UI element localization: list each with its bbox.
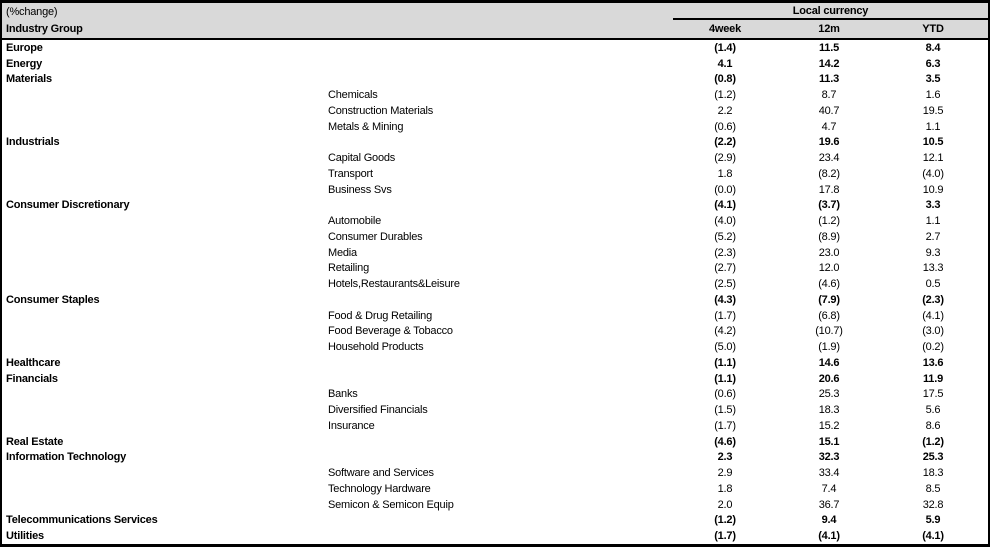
- sub-industry-label: Software and Services: [328, 467, 434, 480]
- value-cell: (4.0): [922, 167, 944, 180]
- row-spacer: [985, 150, 988, 166]
- row-spacer: [985, 324, 988, 340]
- value-cell: 1.6: [925, 89, 941, 102]
- value-cell: 23.4: [818, 152, 840, 165]
- value-cell: (3.7): [818, 199, 840, 212]
- value-cell: (1.2): [714, 514, 736, 527]
- value-cell: (1.7): [714, 309, 736, 322]
- row-spacer: [985, 56, 988, 72]
- value-cell: (0.0): [714, 183, 736, 196]
- value-cell: 15.2: [818, 419, 840, 432]
- industry-group-label: Energy: [6, 57, 43, 70]
- row-spacer: [985, 40, 988, 56]
- local-currency-group-header: [673, 3, 988, 20]
- value-cell: (3.0): [922, 325, 944, 338]
- table-row: [2, 182, 988, 198]
- sub-industry-label: Chemicals: [328, 89, 378, 102]
- row-spacer: [985, 229, 988, 245]
- sub-industry-label: Transport: [328, 167, 373, 180]
- table-row: [2, 355, 988, 371]
- value-cell: 9.3: [925, 246, 941, 259]
- value-cell: 2.2: [717, 104, 733, 117]
- value-cell: 17.8: [818, 183, 840, 196]
- industry-group-label: Financials: [6, 372, 58, 385]
- value-cell: (4.6): [818, 278, 840, 291]
- row-spacer: [985, 513, 988, 529]
- value-cell: 13.3: [922, 262, 944, 275]
- column-header-row: [2, 20, 988, 38]
- value-cell: (2.9): [714, 152, 736, 165]
- table-header: [2, 3, 988, 40]
- table-row: [2, 40, 988, 56]
- table-body: [2, 40, 988, 544]
- value-cell: 13.6: [922, 356, 944, 369]
- value-cell: 19.5: [922, 104, 944, 117]
- table-row: [2, 213, 988, 229]
- sub-industry-label: Household Products: [328, 341, 424, 354]
- table-row: [2, 87, 988, 103]
- industry-group-label: Materials: [6, 73, 52, 86]
- sub-industry-label: Banks: [328, 388, 358, 401]
- value-cell: 32.8: [922, 498, 944, 511]
- 4week-column-header: 4week: [708, 23, 742, 35]
- sub-industry-label: Automobile: [328, 215, 382, 228]
- value-cell: 17.5: [922, 388, 944, 401]
- value-cell: 10.9: [922, 183, 944, 196]
- value-cell: (1.7): [714, 530, 736, 543]
- value-cell: 11.9: [922, 372, 943, 385]
- value-cell: 33.4: [818, 467, 840, 480]
- value-cell: 10.5: [922, 136, 944, 149]
- value-cell: 25.3: [922, 451, 944, 464]
- value-cell: (4.1): [922, 309, 944, 322]
- value-cell: 3.5: [925, 73, 941, 86]
- table-row: [2, 465, 988, 481]
- sub-industry-label: Business Svs: [328, 183, 392, 196]
- value-cell: 32.3: [818, 451, 840, 464]
- value-cell: 8.5: [925, 482, 941, 495]
- row-spacer: [985, 387, 988, 403]
- value-cell: 20.6: [818, 372, 840, 385]
- row-spacer: [985, 245, 988, 261]
- ytd-column-header: YTD: [922, 23, 944, 35]
- table-row: [2, 528, 988, 544]
- row-spacer: [985, 103, 988, 119]
- value-cell: 4.1: [717, 57, 733, 70]
- industry-group-label: Healthcare: [6, 356, 61, 369]
- value-cell: (7.9): [818, 293, 840, 306]
- percent-change-label: (%change): [6, 5, 58, 18]
- industry-group-label: Consumer Staples: [6, 293, 100, 306]
- value-cell: (6.8): [818, 309, 840, 322]
- value-cell: (2.2): [714, 136, 736, 149]
- row-spacer: [985, 276, 988, 292]
- table-row: [2, 324, 988, 340]
- sub-industry-label: Consumer Durables: [328, 230, 423, 243]
- sub-industry-label: Food Beverage & Tobacco: [328, 325, 453, 338]
- row-spacer: [985, 465, 988, 481]
- value-cell: (10.7): [815, 325, 843, 338]
- value-cell: 11.3: [818, 73, 839, 86]
- industry-group-label: Information Technology: [6, 451, 127, 464]
- sub-industry-label: Diversified Financials: [328, 404, 428, 417]
- row-spacer: [985, 213, 988, 229]
- value-cell: 8.6: [925, 419, 941, 432]
- local-currency-label: Local currency: [792, 4, 869, 17]
- value-cell: (0.6): [714, 388, 736, 401]
- value-cell: 2.3: [717, 451, 733, 464]
- table-row: [2, 103, 988, 119]
- value-cell: 11.5: [818, 41, 839, 54]
- industry-group-label: Industrials: [6, 136, 60, 149]
- table-row: [2, 72, 988, 88]
- value-cell: (8.2): [818, 167, 840, 180]
- value-cell: 1.1: [925, 120, 941, 133]
- sub-industry-label: Hotels,Restaurants&Leisure: [328, 278, 460, 291]
- value-cell: (4.2): [714, 325, 736, 338]
- header-spacer: [985, 20, 988, 38]
- value-cell: (4.0): [714, 215, 736, 228]
- value-cell: (1.1): [714, 372, 736, 385]
- row-spacer: [985, 292, 988, 308]
- table-row: [2, 56, 988, 72]
- value-cell: 1.8: [717, 482, 733, 495]
- value-cell: (0.2): [922, 341, 944, 354]
- value-cell: 14.6: [818, 356, 840, 369]
- value-cell: 6.3: [925, 57, 941, 70]
- value-cell: 8.4: [925, 41, 941, 54]
- industry-group-label: Real Estate: [6, 435, 64, 448]
- sub-industry-label: Media: [328, 246, 357, 259]
- value-cell: 9.4: [821, 514, 837, 527]
- sub-industry-label: Food & Drug Retailing: [328, 309, 433, 322]
- table-row: [2, 402, 988, 418]
- table-row: [2, 245, 988, 261]
- value-cell: (1.2): [818, 215, 840, 228]
- row-spacer: [985, 402, 988, 418]
- value-cell: 2.7: [925, 230, 941, 243]
- row-spacer: [985, 371, 988, 387]
- industry-group-column-header: Industry Group: [6, 23, 83, 35]
- industry-group-label: Consumer Discretionary: [6, 199, 130, 212]
- value-cell: 18.3: [922, 467, 944, 480]
- value-cell: 7.4: [821, 482, 837, 495]
- table-row: [2, 418, 988, 434]
- industry-group-label: Telecommunications Services: [6, 514, 158, 527]
- value-cell: 4.7: [821, 120, 837, 133]
- table-row: [2, 276, 988, 292]
- row-spacer: [985, 119, 988, 135]
- row-spacer: [985, 434, 988, 450]
- value-cell: (1.2): [922, 435, 944, 448]
- sub-industry-label: Metals & Mining: [328, 120, 404, 133]
- value-cell: 14.2: [818, 57, 840, 70]
- value-cell: (1.5): [714, 404, 736, 417]
- header-top-row: [2, 3, 988, 20]
- row-spacer: [985, 87, 988, 103]
- row-spacer: [985, 182, 988, 198]
- value-cell: (5.0): [714, 341, 736, 354]
- value-cell: (5.2): [714, 230, 736, 243]
- table-row: [2, 513, 988, 529]
- table-row: [2, 135, 988, 151]
- value-cell: (4.6): [714, 435, 736, 448]
- row-spacer: [985, 198, 988, 214]
- value-cell: (4.3): [714, 293, 736, 306]
- value-cell: (1.7): [714, 419, 736, 432]
- value-cell: 5.6: [925, 404, 941, 417]
- row-spacer: [985, 339, 988, 355]
- value-cell: 25.3: [818, 388, 840, 401]
- table-row: [2, 371, 988, 387]
- value-cell: 1.1: [925, 215, 941, 228]
- value-cell: 23.0: [818, 246, 840, 259]
- value-cell: 36.7: [818, 498, 840, 511]
- table-row: [2, 229, 988, 245]
- sub-industry-label: Retailing: [328, 262, 370, 275]
- table-row: [2, 481, 988, 497]
- row-spacer: [985, 135, 988, 151]
- value-cell: (1.1): [714, 356, 736, 369]
- table-row: [2, 292, 988, 308]
- value-cell: (1.4): [714, 41, 736, 54]
- value-cell: (2.5): [714, 278, 736, 291]
- sub-industry-label: Technology Hardware: [328, 482, 431, 495]
- table-row: [2, 308, 988, 324]
- table-row: [2, 198, 988, 214]
- table-row: [2, 166, 988, 182]
- value-cell: 8.7: [821, 89, 837, 102]
- table-row: [2, 339, 988, 355]
- row-spacer: [985, 450, 988, 466]
- value-cell: 19.6: [818, 136, 840, 149]
- row-spacer: [985, 355, 988, 371]
- row-spacer: [985, 72, 988, 88]
- table-row: [2, 434, 988, 450]
- value-cell: 2.0: [717, 498, 733, 511]
- table-row: [2, 261, 988, 277]
- value-cell: (4.1): [818, 530, 840, 543]
- value-cell: 1.8: [717, 167, 733, 180]
- value-cell: (2.7): [714, 262, 736, 275]
- row-spacer: [985, 418, 988, 434]
- industry-group-label: Europe: [6, 41, 43, 54]
- value-cell: 0.5: [925, 278, 941, 291]
- sub-industry-label: Capital Goods: [328, 152, 396, 165]
- sub-industry-label: Construction Materials: [328, 104, 434, 117]
- row-spacer: [985, 528, 988, 544]
- value-cell: 5.9: [925, 514, 941, 527]
- sub-industry-label: Semicon & Semicon Equip: [328, 498, 454, 511]
- row-spacer: [985, 308, 988, 324]
- row-spacer: [985, 261, 988, 277]
- value-cell: (1.9): [818, 341, 840, 354]
- row-spacer: [985, 497, 988, 513]
- value-cell: 3.3: [925, 199, 941, 212]
- value-cell: 12.0: [818, 262, 840, 275]
- value-cell: 2.9: [717, 467, 733, 480]
- 12m-column-header: 12m: [818, 23, 840, 35]
- industry-group-label: Utilities: [6, 530, 44, 543]
- row-spacer: [985, 166, 988, 182]
- value-cell: (4.1): [714, 199, 736, 212]
- value-cell: 12.1: [922, 152, 944, 165]
- value-cell: 40.7: [818, 104, 840, 117]
- value-cell: (4.1): [922, 530, 944, 543]
- row-spacer: [985, 481, 988, 497]
- value-cell: (1.2): [714, 89, 736, 102]
- table-row: [2, 119, 988, 135]
- table-row: [2, 150, 988, 166]
- value-cell: (2.3): [922, 293, 944, 306]
- table-row: [2, 387, 988, 403]
- table-row: [2, 497, 988, 513]
- sub-industry-label: Insurance: [328, 419, 375, 432]
- value-cell: (0.6): [714, 120, 736, 133]
- value-cell: (8.9): [818, 230, 840, 243]
- table-row: [2, 450, 988, 466]
- value-cell: (2.3): [714, 246, 736, 259]
- value-cell: 18.3: [818, 404, 840, 417]
- value-cell: 15.1: [818, 435, 840, 448]
- value-cell: (0.8): [714, 73, 736, 86]
